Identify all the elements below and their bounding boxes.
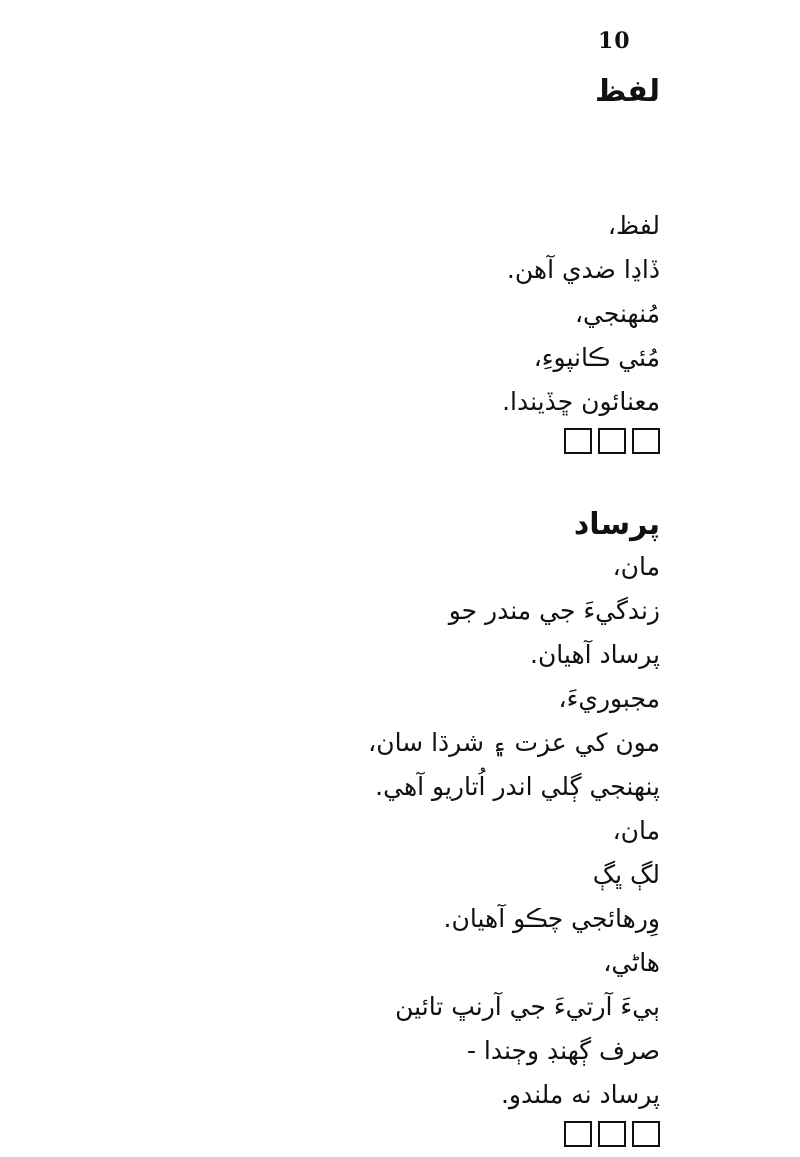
- poem-line: مُنهنجي،: [574, 299, 660, 328]
- poem-line: ڏاڍا ضدي آهن.: [506, 255, 660, 284]
- poem-line: زندگيءَ جي مندر جو: [448, 596, 660, 625]
- poem-line: وِرهائجي چڪو آهيان.: [443, 904, 660, 933]
- poem-line: پرساد آهيان.: [530, 640, 660, 669]
- poem-title: لفظ: [595, 74, 660, 109]
- poem-line: پنهنجي ڳلي اندر اُتاريو آهي.: [375, 772, 660, 801]
- poem-line: ٻيءَ آرتيءَ جي آرنڀ تائين: [395, 992, 660, 1021]
- poem-line: مجبوريءَ،: [558, 684, 660, 713]
- poem-lines: [100, 545, 660, 1117]
- poem-line: مُئي ڪانپوءِ،: [533, 343, 660, 372]
- poem-line: صرف ڳهنڊ وڄندا -: [466, 1036, 660, 1065]
- poem-lines: [100, 204, 660, 424]
- poem-line: لفظ،: [607, 211, 660, 240]
- end-marks: [100, 428, 660, 454]
- poem-title: پرساد: [573, 507, 660, 542]
- poem-lafz: [100, 72, 660, 454]
- poem-line: لڳ ڀڳ: [592, 860, 660, 889]
- page-number: 10: [598, 28, 631, 54]
- poem-line: پرساد نه ملندو.: [500, 1080, 660, 1109]
- poem-line: مان،: [612, 816, 660, 845]
- square-icon: [598, 428, 626, 454]
- square-icon: [598, 1121, 626, 1147]
- poem-line: مان،: [612, 552, 660, 581]
- square-icon: [564, 1121, 592, 1147]
- poem-line: مون کي عزت ۽ شرڌا سان،: [368, 728, 660, 757]
- square-icon: [564, 428, 592, 454]
- square-icon: [632, 1121, 660, 1147]
- end-marks: [100, 1121, 660, 1147]
- poem-line: معنائون ڇڏيندا.: [502, 387, 660, 416]
- poem-line: هاڻي،: [603, 948, 660, 977]
- square-icon: [632, 428, 660, 454]
- poem-prasad: [100, 505, 660, 1147]
